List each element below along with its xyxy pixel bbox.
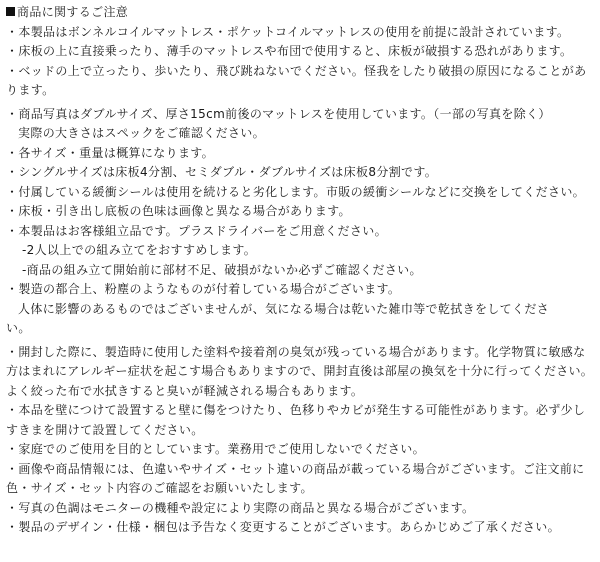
notice-line: ・開封した際に、製造時に使用した塗料や接着剤の臭気が残っている場合があります。化学物質に敏感な: [6, 344, 586, 359]
notice-line: ・本製品はボンネルコイルマットレス・ポケットコイルマットレスの使用を前提に設計されています。: [6, 24, 570, 39]
notice-line: 人体に影響のあるものではございませんが、気になる場合は乾いた雑巾等で乾拭きをしてくださ: [18, 301, 550, 316]
notice-line: すきまを開けて設置してください。: [6, 422, 204, 437]
notice-line: ・各サイズ・重量は概算になります。: [6, 145, 215, 160]
notice-line: ・付属している緩衝シールは使用を続けると劣化します。市販の緩衝シールなどに交換をしてください。: [6, 184, 586, 199]
notice-line: ります。: [6, 83, 55, 97]
notice-line: 色・サイズ・セット内容のご確認をお願いいたします。: [6, 481, 313, 495]
notice-line: ・写真の色調はモニターの機種や設定により実際の商品と異なる場合がございます。: [6, 500, 475, 515]
notice-line: ・床板・引き出し底板の色味は画像と異なる場合があります。: [6, 204, 351, 218]
notice-line: 方はまれにアレルギー症状を起こす場合もありますので、開封直後は部屋の換気を十分に行ってください。: [6, 364, 593, 378]
notice-line: ・製造の都合上、粉塵のようなものが付着している場合がございます。: [6, 282, 401, 296]
notice-line: -2人以上での組み立てをおすすめします。: [22, 243, 257, 257]
notice-line: ・画像や商品情報には、色違いやサイズ・セット違いの商品が載っている場合がございます。ご注文前に: [6, 461, 585, 476]
notice-line: ・シングルサイズは床板4分割、セミダブル・ダブルサイズは床板8分割です。: [6, 165, 438, 179]
notice-line: ・本製品はお客様組立品です。プラスドライバーをご用意ください。: [6, 223, 387, 238]
notice-line: -商品の組み立て開始前に部材不足、破損がないか必ずご確認ください。: [22, 262, 422, 277]
square-bullet-icon: [6, 7, 15, 16]
notice-line: ・本品を壁につけて設置すると壁に傷をつけたり、色移りやカビが発生する可能性があります。必ず少し: [6, 403, 586, 417]
notice-line: い。: [6, 321, 31, 335]
notice-line: ・ベッドの上で立ったり、歩いたり、飛び跳ねないでください。怪我をしたり破損の原因になることがあ: [6, 63, 587, 78]
notice-heading-text: 商品に関するご注意: [17, 5, 129, 19]
notice-line: ・家庭でのご使用を目的としています。業務用でご使用しないでください。: [6, 442, 425, 456]
notice-line: よく絞った布で水拭きすると臭いが軽減される場合もあります。: [6, 383, 364, 398]
notice-line: ・製品のデザイン・仕様・梱包は予告なく変更することがございます。あらかじめご了承ください。: [6, 520, 560, 534]
notice-line: 実際の大きさはスペックをご確認ください。: [18, 126, 266, 140]
notice-heading: [6, 3, 594, 23]
notice-line: ・床板の上に直接乗ったり、薄手のマットレスや布団で使用すると、床板が破損する恐れがあります。: [6, 44, 573, 58]
notice-line: ・商品写真はダブルサイズ、厚さ15cm前後のマットレスを使用しています。（一部の写真を除く）: [6, 106, 551, 121]
